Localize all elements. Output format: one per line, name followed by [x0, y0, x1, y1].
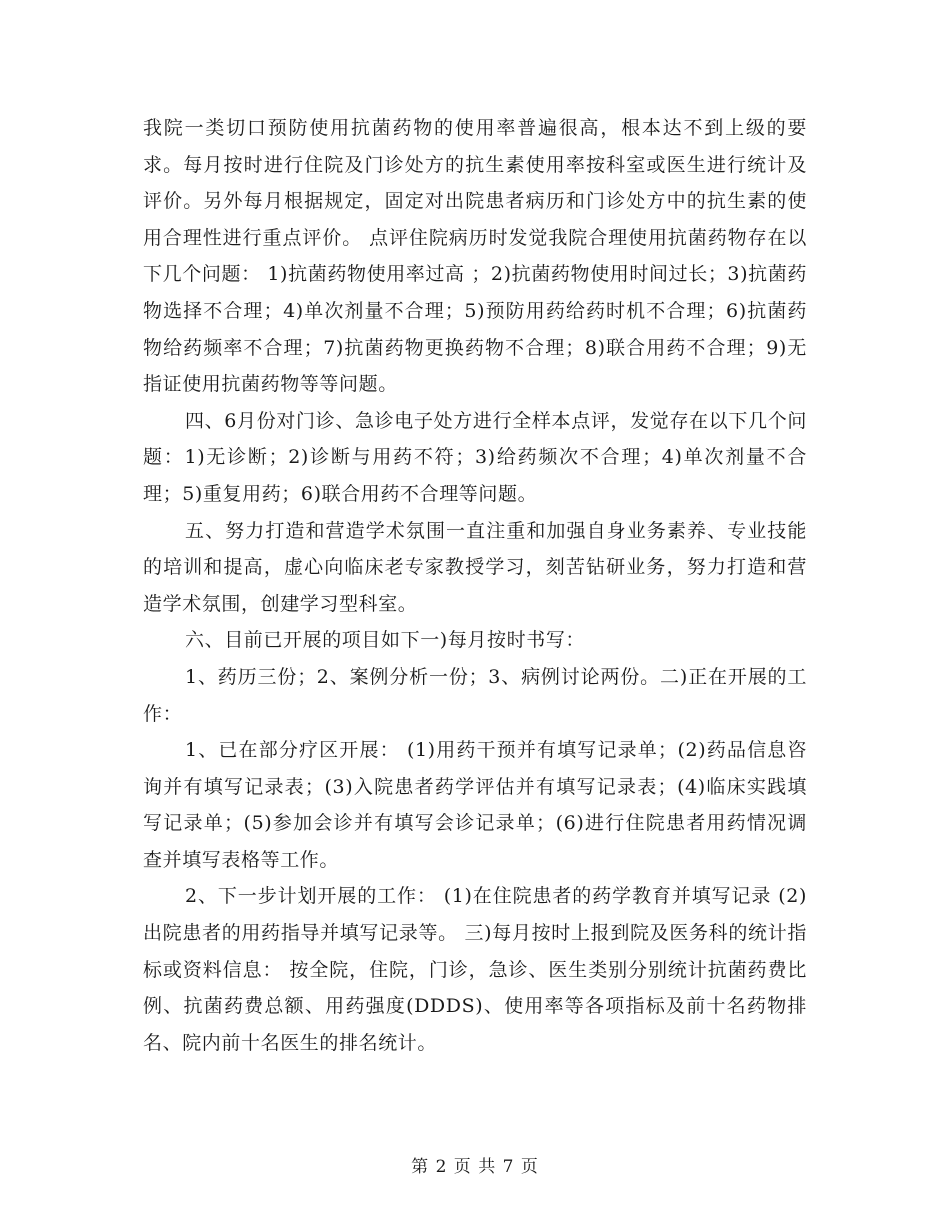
page-number-footer: 第 2 页 共 7 页 — [411, 1157, 539, 1177]
paragraph-antibiotic-evaluation: 我院一类切口预防使用抗菌药物的使用率普遍很高，根本达不到上级的要求。每月按时进行住院及门诊处方的抗生素使用率按科室或医生进行统计及评价。另外每月根据规定，固定对出院患者病历和门诊处方中的抗生素的使用合理性进行重点评价。 点评住院病历时发觉我院合理使用抗菌药物存在以下几个问题： 1)抗菌药物使用率过高 ；2)抗菌药物使用时间过长；3)抗菌药物选择不合理；4)单次剂量不合理；5)预防用药给药时机不合理；6)抗菌药物给药频率不合理；7)抗菌药物更换药物不合理；8)联合用药不合理；9)无指证使用抗菌药物等等问题。 — [143, 117, 807, 396]
paragraph-section-six: 六、目前已开展的项目如下一)每月按时书写： — [185, 629, 586, 652]
paragraph-section-five: 五、努力打造和营造学术氛围一直注重和加强自身业务素养、专业技能的培训和提高，虚心向临床老专家教授学习，刻苦钻研业务，努力打造和营造学术氛围，创建学习型科室。 — [143, 519, 807, 615]
paragraph-monthly-writing: 1、药历三份；2、案例分析一份；3、病例讨论两份。二)正在开展的工作： — [143, 665, 807, 725]
document-body — [143, 110, 807, 1061]
paragraph-ongoing-work: 1、已在部分疗区开展： (1)用药干预并有填写记录单；(2)药品信息咨询并有填写记录表；(3)入院患者药学评估并有填写记录表；(4)临床实践填写记录单；(5)参加会诊并有填写会诊记录单；(6)进行住院患者用药情况调查并填写表格等工作。 — [143, 739, 807, 871]
paragraph-section-four: 四、6月份对门诊、急诊电子处方进行全样本点评，发觉存在以下几个问题：1)无诊断；2)诊断与用药不符；3)给药频次不合理；4)单次剂量不合理；5)重复用药；6)联合用药不合理等问题。 — [143, 409, 807, 505]
paragraph-next-steps: 2、下一步计划开展的工作： (1)在住院患者的药学教育并填写记录 (2)出院患者的用药指导并填写记录等。 三)每月按时上报到院及医务科的统计指标或资料信息： 按全院，住院，门诊，急诊、医生类别分别统计抗菌药费比例、抗菌药费总额、用药强度(DDDS)、使用率等各项指标及前十名药物排名、院内前十名医生的排名统计。 — [143, 885, 807, 1054]
